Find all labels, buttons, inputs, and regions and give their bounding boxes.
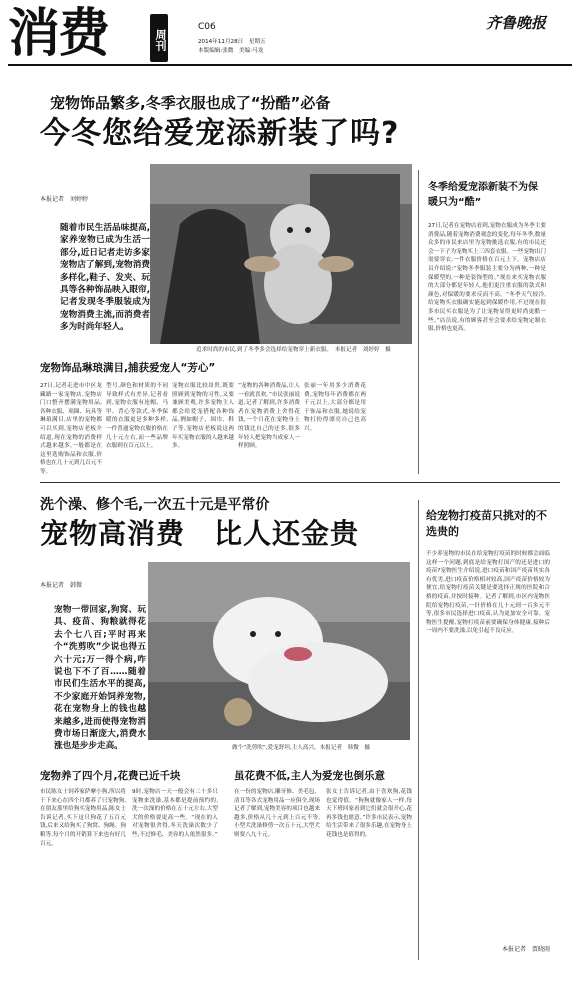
- article1-subhead: 宠物饰品琳琅满目,捕获爱宠人“芳心”: [40, 362, 216, 374]
- article2-body-col-4: 张女士告诉记者,由于喜欢狗,花钱也觉得值。“狗狗就像家人一样,每天下班回家看到它们就会很开心,花再多钱也愿意。”许多市民表示,宠物给生活带来了很多乐趣,在宠物身上花钱也是值得的。: [326, 789, 412, 838]
- article2-side-title: [426, 508, 550, 540]
- article2-side-title-text: 给宠物打疫苗只挑对的不选贵的: [426, 509, 547, 538]
- article1-body-col-4: “宠物的各种消费品,让人一看就喜欢。”市民张丽说道,记者了解到,许多消费者在宠物消费上舍得花钱,一个月花在宠物身上的钱比自己的还多,很多年轻人把宠物当成家人一样照顾。: [238, 383, 300, 450]
- article1-body-col-1: 27日,记者走进市中区龙藏路一家宠物店,宠物店门口整齐摆满宠物用品,各种衣服、项圈、玩具等琳琅满目,店里的宠物都可以买到,宠物店老板介绍道,现在宠物的消费样式越来越多,一般都是在这里选购饰品和衣服,价格也在几十元到几百元不等。: [40, 383, 102, 475]
- article2-side-divider: [418, 500, 419, 960]
- article2-body-col-3: 在一份的宠物店,雕牙修、美毛包、清耳等各式宠物用品一应俱全,现场记者了解到,宠物美容的项目也越来越多,价格从几十元到上百元不等,小型犬洗澡修剪一次五十元,大型犬则要八九十元。: [234, 789, 320, 838]
- section-divider: [40, 482, 560, 483]
- section-title: 消费: [8, 3, 109, 64]
- article1-side-title-text: 冬季给爱宠添新装不为保暖只为“酷”: [428, 182, 538, 208]
- article1-body-col-2: 型号,颜色和材质的不同导致样式有差异,记者看到,宠物衣服有连帽、马甲、背心等款式,冬季保暖的衣服更是多种多样,一件普通宠物衣服价格在几十元左右,而一些品牌衣服则在百元以上。: [106, 383, 168, 450]
- article2-body-col-1: 市民陈女士饲养家萨摩小狗,所以将干下来心在四个月都养了只宠物狗,在朋友那里给狗买宠物用品,陈女士告诉记者,买下这只狗花了五百元钱,后来又给狗买了狗窝、狗绳、狗粮等,每个月的开销算下来也有好几百元。: [40, 789, 126, 847]
- calligraphy-logo-icon: [486, 12, 546, 33]
- article1-side-title: [428, 180, 544, 210]
- article1-headline: 今冬您给爱宠添新装了吗?: [40, 116, 400, 151]
- article2-body-col-2: 9时,宠物店一天一般会有二十多只宠物来洗澡,基本都是提前预约的,洗一次澡的价格在五十元左右,大型犬的价格要更高一些。“现在的人对宠物很舍得,冬天洗澡次数少了些,不过修毛、美容的人依然很多。”: [132, 789, 218, 838]
- article2-lead: 宠物一带回家,狗窝、玩具、疫苗、狗粮就得花去个七八百;平时再来个“洗剪吹”少说也得五六十元;万一得个病,咋说也下不了百……随着市民们生活水平的提高,不少家庭开始饲养宠物,花在宠物身上的钱也越来越多,进而使得宠物消费市场日渐庞大,消费水涨也是步步走高。: [54, 605, 146, 752]
- article2-side-byline: 本报记者 贾晓雨: [502, 946, 551, 953]
- article2-subhead-left: 宠物养了四个月,花费已近千块: [40, 770, 181, 782]
- article1-byline: 本报记者 刘婷婷: [40, 196, 89, 203]
- article2-kicker: 洗个澡、修个毛,一次五十元是平常价: [40, 497, 270, 513]
- article2-byline: 本报记者 韩微: [40, 582, 83, 589]
- page-number: C06: [198, 22, 216, 32]
- article1-photo-caption: 追求时尚的市民,到了冬季多会选择给宠物穿上新衣服。 本报记者 刘婷婷 摄: [196, 347, 391, 353]
- paper-name: 齐鲁晚报: [486, 14, 547, 32]
- date-line: 2014年11月28日 星期五: [198, 39, 266, 45]
- masthead: [0, 0, 580, 68]
- article1-side-body: 27日,记者在宠物店看到,宠物衣服成为冬季主要消费品,随着宠物消费观念的变化,每年冬季,数量众多的市民来店里为宠物挑选衣服,有的市民还会一下子为宠物买上三四套衣服。一些宠物出门需要穿衣,一件衣服价格在百元上下。宠物店店员介绍说:“宠物冬季服装主要分为两种,一种是保暖型的,一种是装饰型的。”现在来买宠物衣服的大部分都是年轻人,他们更注重衣服的款式和颜色,对保暖的要求反而不高。“冬季天气较冷,给宠物买衣服确实能起到保暖作用,不过现在很多市民买衣服是为了让宠物显得更时尚更酷一些。”店员说,有的顾客甚至会要求给宠物定制衣服,价格也更高。: [428, 223, 546, 333]
- section-tag: 周刊: [154, 29, 167, 51]
- article1-body-col-5: 张丽一年用多少消费花费,宠物每年消费都在两千元以上,大部分都是用于饰品和衣服,她说给宠物打扮得漂亮自己也高兴。: [304, 383, 366, 432]
- article2-photo: [148, 562, 410, 740]
- article1-kicker: 宠物饰品繁多,冬季衣服也成了“扮酷”必备: [50, 94, 331, 112]
- samoyed-dog-photo-illustration: [148, 562, 410, 740]
- article1-lead: 随着市民生活品味提高,家养宠物已成为生活一部分,近日记者走访多家宠物店了解到,宠物消费多样化,鞋子、发夹、玩具等各种饰品映入眼帘,记者发现冬季服装成为宠物消费主流,而消费者多为时尚年轻人。: [60, 223, 150, 333]
- pet-dog-photo-illustration: [150, 164, 412, 344]
- seal-stamp-icon: [150, 14, 168, 62]
- article1-photo: [150, 164, 412, 344]
- masthead-rule: [8, 64, 572, 66]
- article1-side-divider: [418, 170, 419, 474]
- editor-line: 本版编辑:张微 美编:马龙: [198, 48, 264, 54]
- article2-headline: 宠物高消费 比人还金贵: [40, 517, 360, 550]
- article2-side-body: 不少养宠物的市民在给宠物打疫苗的时候都会面临这样一个问题,到底是给宠物打国产的还是进口的疫苗?宠物医生介绍说,进口疫苗和国产疫苗其实各有优劣,进口疫苗价格相对较高,国产疫苗价格较为便宜,给宠物打疫苗关键是要选择正规的医院和合格的疫苗,并按时接种。记者了解到,市区内宠物医院给宠物打疫苗,一针价格在几十元到一百多元不等,很多市民选择进口疫苗,认为更加安全可靠。宠物医生提醒,宠物打疫苗前要确保身体健康,接种后一周内不要洗澡,以免引起不良反应。: [426, 551, 550, 635]
- article2-photo-caption: 做个“洗剪吹”,爱宠舒坦,主人高兴。本报记者 韩微 摄: [232, 745, 371, 751]
- article1-body-col-3: 宠物衣服比较昂贵,既要照顾到宠物的习性,又要兼顾美观,许多宠物主人都会给爱宠搭配各种饰品,例如帽子、围巾、鞋子等,宠物店老板说这两年买宠物衣服的人越来越多。: [172, 383, 234, 450]
- article2-subhead-mid: 虽花费不低,主人为爱宠也倒乐意: [234, 770, 385, 782]
